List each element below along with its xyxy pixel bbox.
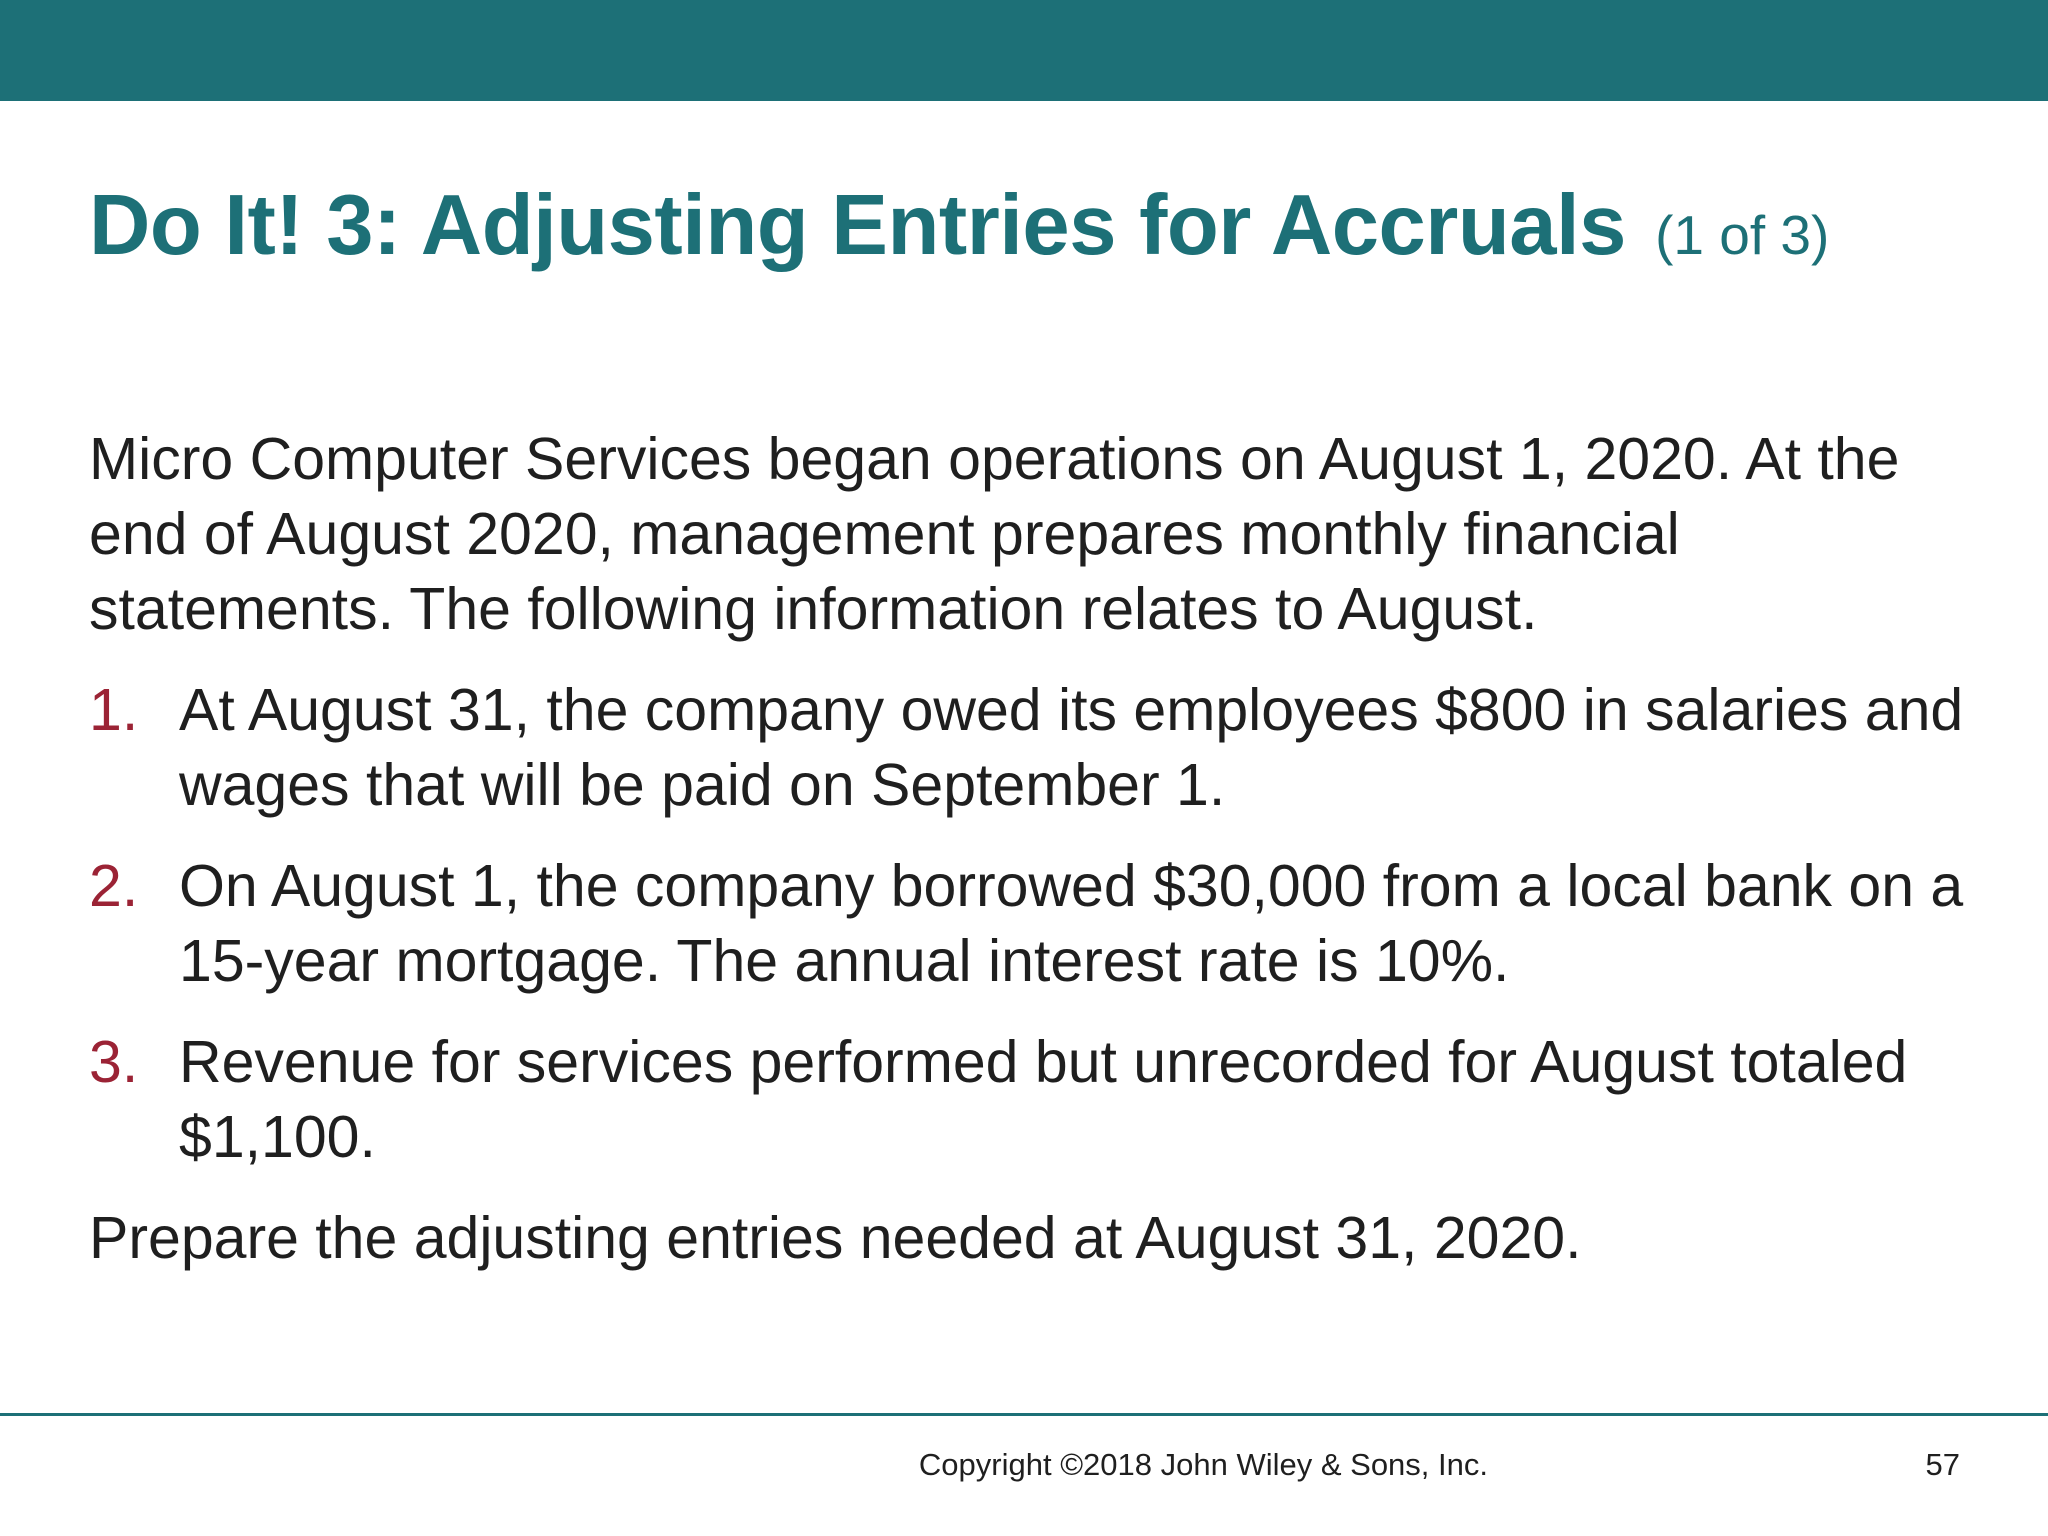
list-item (89, 673, 1969, 823)
list-item-text: At August 31, the company owed its employees $800 in salaries and wages that will be paid on September 1. (179, 677, 1964, 818)
list-item (89, 849, 1969, 999)
slide-title-text: Do It! 3: Adjusting Entries for Accruals (89, 178, 1626, 273)
slide-body (89, 422, 1969, 1276)
list-item-text: Revenue for services performed but unrecorded for August totaled $1,100. (179, 1029, 1908, 1170)
footer-copyright: Copyright ©2018 John Wiley & Sons, Inc. (918, 1447, 1488, 1482)
list-item-number: 2. (89, 853, 139, 919)
list-item-number: 3. (89, 1029, 139, 1095)
intro-paragraph: Micro Computer Services began operations on August 1, 2020. At the end of August 2020, management prepares monthly financial statements. The following information relates to August. (89, 426, 1900, 642)
footer-divider (0, 1413, 2048, 1416)
list-item-number: 1. (89, 677, 139, 743)
closing-instruction: Prepare the adjusting entries needed at August 31, 2020. (89, 1205, 1582, 1271)
header-bar (0, 0, 2048, 101)
numbered-list (89, 673, 1969, 1175)
list-item-text: On August 1, the company borrowed $30,000 from a local bank on a 15-year mortgage. The annual interest rate is 10%. (179, 853, 1964, 994)
list-item (89, 1025, 1969, 1175)
slide-title (89, 178, 1830, 273)
slide-title-part: (1 of 3) (1655, 204, 1830, 266)
page-number: 57 (1925, 1447, 1960, 1482)
